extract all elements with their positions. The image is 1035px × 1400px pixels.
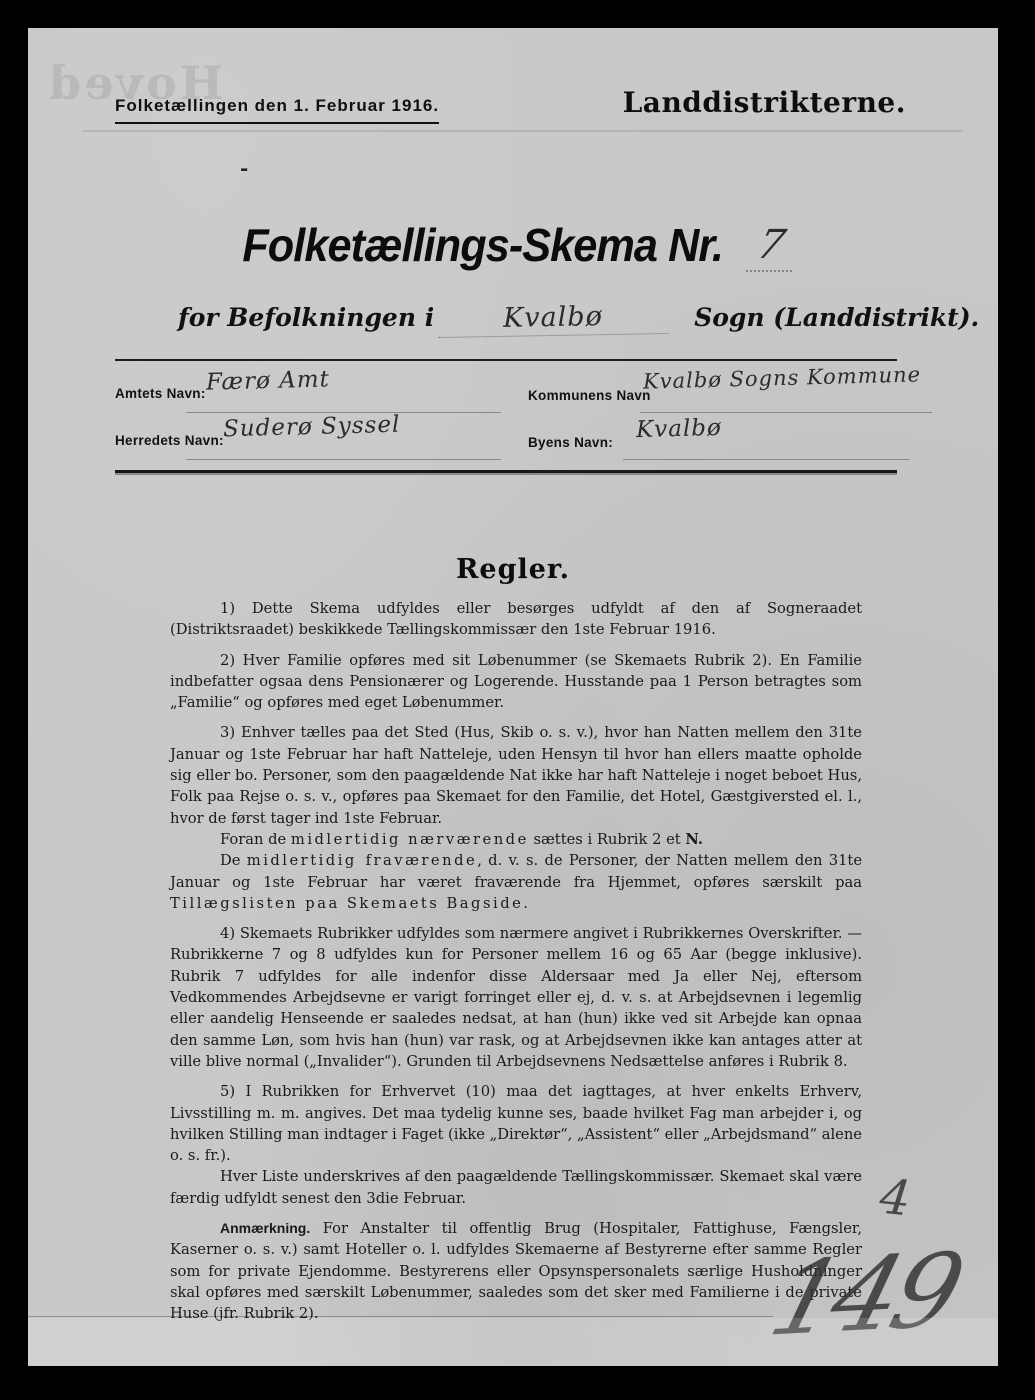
rule-1: 1) Dette Skema udfyldes eller besørges udfyldt af den af Sogneraadet (Distriktsraadet) beskikkede Tællingskommissær den 1ste Februar 1916. <box>170 600 862 639</box>
bottom-fold-line <box>28 1316 773 1317</box>
kommune-value-handwritten: Kvalbø Sogns Kommune <box>642 362 922 394</box>
form-title-row <box>28 218 998 272</box>
rule-signature: Hver Liste underskrives af den paagældende Tællingskommissær. Skemaet skal være færdig udfyldt senest den 3die Februar. <box>170 1168 862 1207</box>
remark-label: Anmærkning. <box>220 1220 311 1237</box>
form-title: Folketællings-Skema Nr. <box>242 219 724 271</box>
amt-value-handwritten: Færø Amt <box>205 366 331 396</box>
rule-5: 5) I Rubrikken for Erhvervet (10) maa det iagttages, at hver enkelts Erhverv, Livsstilling m. m. angives. Det maa tydelig kunne ses, baade hvilket Fag man arbejder i, og hvilken Stilling man indtager i Faget (ikke „Direktør“, „Assistent“ eller „Arbejdsmand“ alene o. s. fr.). <box>170 1083 862 1165</box>
rules-text-block <box>170 598 862 1334</box>
kommune-underline <box>640 412 932 413</box>
pencil-page-number: 4 <box>877 1168 914 1228</box>
bleedthrough-mirrored-text: Hoved <box>46 56 224 110</box>
rule-3-absent-note <box>170 850 862 914</box>
faint-horizontal-rule <box>83 130 963 132</box>
remark-paragraph <box>170 1218 862 1324</box>
heavy-divider-rule <box>115 470 897 473</box>
rule-3b-spaced: midlertidig nærværende <box>290 830 529 848</box>
header-census-date: Folketællingen den 1. Februar 1916. <box>115 96 439 124</box>
rule-3b-mid: sættes i Rubrik 2 et <box>528 830 686 848</box>
bottom-light-strip <box>28 1318 998 1366</box>
rule-3c-pre: De <box>220 852 247 870</box>
by-label: Byens Navn: <box>528 435 614 450</box>
rule-3c-spaced: midlertidig fraværende <box>246 852 478 870</box>
subtitle-prefix: for Befolkningen i <box>178 303 435 332</box>
rule-3c-spaced2: Tillægslisten paa Skemaets Bagside. <box>170 894 531 912</box>
by-value-handwritten: Kvalbø <box>635 414 723 444</box>
rule-3c-rest: , d. v. s. de Personer, der Natten mellem den 31te Januar og 1ste Februar har været fraværende fra Hjemmet, opføres særskilt paa <box>170 852 863 891</box>
herred-value-handwritten: Suderø Syssel <box>222 411 401 443</box>
header-district-type: Landdistrikterne. <box>622 86 906 119</box>
rules-heading: Regler. <box>455 554 571 585</box>
paper-sheet <box>28 28 998 1366</box>
herred-underline <box>186 459 501 460</box>
rule-2: 2) Hver Familie opføres med sit Løbenummer (se Skemaets Rubrik 2). En Familie indbefatter ogsaa dens Pensionærer og Logerende. Husstande paa 1 Person betragtes som „Familie“ og opføres med eget Løbenummer. <box>170 651 862 712</box>
rule-3-present-note <box>170 829 862 850</box>
rule-4: 4) Skemaets Rubrikker udfyldes som nærmere angivet i Rubrikkernes Overskrifter. — Rubrikkerne 7 og 8 udfyldes kun for Personer mellem 16 og 65 Aar (begge inklusive). Rubrik 7 udfyldes for alle indenfor disse Aldersaar med Ja eller Nej, eftersom Vedkommendes Arbejdsevne er varigt forringet eller ej, d. v. s. at Arbejdsevnen i legemlig eller aandelig Henseende er saaledes nedsat, at han (hun) ikke ved sit Arbejde kan opnaa den samme Løn, som hvis han (hun) var rask, og at Arbejdsevnen ikke kan antages atter at ville blive normal („Invalider“). Grunden til Arbejdsevnens Nedsættelse anføres i Rubrik 8. <box>170 925 862 1070</box>
stray-dash-mark: - <box>240 156 249 180</box>
rule-3b-bold-n: N. <box>685 830 703 848</box>
form-number-handwritten: 7 <box>746 222 805 272</box>
rule-3: 3) Enhver tælles paa det Sted (Hus, Skib o. s. v.), hvor han Natten mellem den 31te Januar og 1ste Februar har haft Natteleje, uden Hensyn til hvor han ellers maatte opholde sig eller bo. Personer, som den paagældende Nat ikke har haft Natteleje i noget beboet Hus, Folk paa Rejse o. s. v., opføres paa Skemaet for den Familie, det Hotel, Gæstgiversted el. l., hvor de først tager ind 1ste Februar. <box>170 724 862 827</box>
by-underline <box>623 459 910 460</box>
amt-label: Amtets Navn: <box>115 386 206 401</box>
remark-text: For Anstalter til offentlig Brug (Hospitaler, Fattighuse, Fængsler, Kaserner o. s. v.) samt Hoteller o. l. udfyldes Skemaerne af Bestyrerne efter samme Regler som for private Ejendomme. Bestyrerens eller Opsynspersonalets særlige Husholdninger skal opføres med særskilt Løbenummer, saaledes som det sker med Familierne i de private Huse (jfr. Rubrik 2). <box>170 1220 862 1323</box>
herred-label: Herredets Navn: <box>115 433 224 448</box>
kommune-label: Kommunens Navn <box>528 388 651 403</box>
subtitle-row <box>178 302 979 336</box>
parish-name-handwritten: Kvalbø <box>438 300 669 338</box>
rule-3b-pre: Foran de <box>220 830 291 848</box>
horizontal-rule <box>115 359 897 361</box>
pencil-folio-number: 149 <box>758 1231 971 1360</box>
subtitle-suffix: Sogn (Landdistrikt). <box>694 303 980 332</box>
